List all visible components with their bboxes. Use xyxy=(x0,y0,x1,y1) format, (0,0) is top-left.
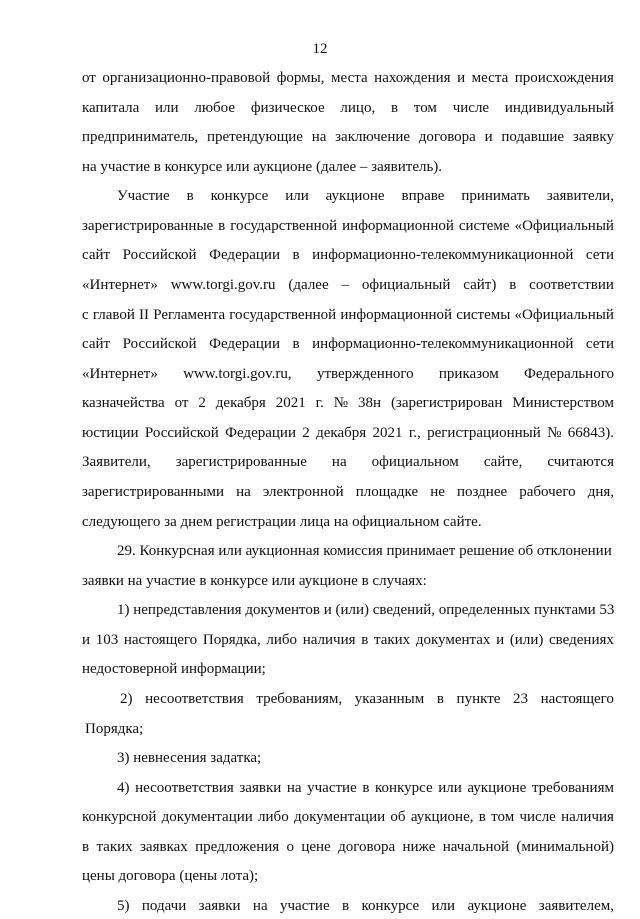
word: Федерации xyxy=(209,247,280,263)
text-line: 29. Конкурсная или аукционная комиссия принимает решение об отклонении xyxy=(117,543,612,559)
word: участие xyxy=(280,898,330,914)
word: (зарегистрирован xyxy=(390,395,503,411)
word: и xyxy=(82,632,91,648)
word: Российской xyxy=(144,425,219,441)
word: информационной xyxy=(340,307,453,323)
word: том xyxy=(413,100,437,116)
word: или xyxy=(285,188,309,204)
text-line: недостоверной информации; xyxy=(82,661,266,677)
word: числе xyxy=(519,809,556,825)
word: конкурсе xyxy=(375,780,433,796)
text-line xyxy=(82,838,614,856)
word: государственной xyxy=(230,218,338,234)
word: том xyxy=(491,809,515,825)
text-line xyxy=(82,808,614,826)
text-line: на участие в конкурсе или аукционе (далее – заявитель). xyxy=(82,159,443,175)
word: цене xyxy=(301,839,331,855)
word: настоящего xyxy=(540,691,614,707)
word: заключение xyxy=(335,129,411,145)
word: считаются xyxy=(547,454,614,470)
word: нахождения xyxy=(374,70,451,86)
word: договора xyxy=(418,129,476,145)
word: в xyxy=(361,632,369,648)
text-line xyxy=(82,394,614,412)
word: – xyxy=(341,277,349,293)
word: главой xyxy=(92,307,135,323)
word: указанным xyxy=(354,691,425,707)
text-line xyxy=(82,217,614,235)
word: о xyxy=(286,839,294,855)
word: www.torgi.gov.ru xyxy=(170,277,276,293)
word: информационно-телекоммуникационной xyxy=(312,247,574,263)
word: Российской xyxy=(122,336,197,352)
word: в xyxy=(478,809,486,825)
word: заявку xyxy=(572,129,614,145)
word: настоящего xyxy=(123,632,198,648)
word: конкурсе xyxy=(210,188,269,204)
word: 2021 xyxy=(275,395,306,411)
word: «Официальный xyxy=(514,218,614,234)
word: (минимальной) xyxy=(516,839,614,855)
text-line xyxy=(117,779,614,797)
word: и xyxy=(484,129,493,145)
text-line xyxy=(82,631,614,649)
word: сайт) xyxy=(463,277,497,293)
word: начальной xyxy=(442,839,510,855)
word: сети xyxy=(585,336,614,352)
word: лицо, xyxy=(340,100,376,116)
word: или xyxy=(438,780,462,796)
text-line: цены договора (цены лота); xyxy=(82,868,259,884)
word: декабря xyxy=(316,425,367,441)
word: электронной xyxy=(262,484,344,500)
word: договора xyxy=(338,839,396,855)
word: конкурсной xyxy=(82,809,157,825)
text-line xyxy=(82,99,614,117)
word: в xyxy=(509,277,517,293)
word: 2 xyxy=(302,425,310,441)
word: аукционе, xyxy=(410,809,474,825)
word: Российской xyxy=(122,247,197,263)
word: приказом xyxy=(438,366,499,382)
word: площадке xyxy=(355,484,419,500)
word: от xyxy=(174,395,189,411)
word: подачи xyxy=(141,898,187,914)
word: требованиям xyxy=(531,780,614,796)
word: индивидуальный xyxy=(504,100,614,116)
word: заявители, xyxy=(546,188,614,204)
text-line xyxy=(117,187,614,205)
text-line xyxy=(117,897,614,915)
word: сайт xyxy=(82,247,111,263)
text-line: следующего за днем регистрации лица на официальном сайте. xyxy=(82,514,482,530)
word: Регламента xyxy=(153,307,226,323)
word: зарегистрированными xyxy=(82,484,225,500)
word: в xyxy=(82,839,90,855)
word: места xyxy=(331,70,368,86)
word: места xyxy=(471,70,509,86)
word: заявки xyxy=(198,898,241,914)
word: сведениях xyxy=(549,632,614,648)
word: рабочего xyxy=(519,484,576,500)
word: позднее xyxy=(456,484,508,500)
word: или xyxy=(431,898,456,914)
word: документации xyxy=(161,809,253,825)
word: от xyxy=(82,70,96,86)
word: в xyxy=(292,336,300,352)
word: несоответствия xyxy=(135,780,234,796)
word: формы, xyxy=(276,70,325,86)
word: документации xyxy=(293,809,386,825)
word: «Интернет» xyxy=(82,366,158,382)
word: 4) xyxy=(117,780,130,796)
word: 38н xyxy=(358,395,382,411)
word: декабря xyxy=(215,395,266,411)
word: в xyxy=(186,188,194,204)
word: информационно-телекоммуникационной xyxy=(312,336,574,352)
word: казначейства xyxy=(82,395,165,411)
word: об xyxy=(390,809,406,825)
word: № xyxy=(547,425,562,441)
word: вправе xyxy=(401,188,445,204)
word: утвержденного xyxy=(316,366,414,382)
word: 66843). xyxy=(567,425,614,441)
word: 5) xyxy=(117,898,130,914)
word: любое xyxy=(194,100,236,116)
word: Федерации xyxy=(225,425,296,441)
text-line: 1) непредставления документов и (или) сведений, определенных пунктами 53 xyxy=(117,602,615,618)
word: зарегистрированные xyxy=(175,454,307,470)
word: аукционе xyxy=(325,188,385,204)
word: в xyxy=(218,218,226,234)
word: Федерации xyxy=(209,336,280,352)
text-line xyxy=(82,424,614,442)
word: несоответствия xyxy=(145,691,244,707)
word: с xyxy=(82,307,89,323)
word: физическое xyxy=(250,100,325,116)
word: конкурсе xyxy=(361,898,420,914)
word: аукционе xyxy=(467,898,527,914)
word: (далее xyxy=(288,277,329,293)
word: юстиции xyxy=(82,425,139,441)
page-number: 12 xyxy=(312,41,328,57)
text-line: Порядка; xyxy=(85,721,144,737)
word: г., xyxy=(408,425,421,441)
word: на xyxy=(252,898,268,914)
word: числе xyxy=(452,100,490,116)
word: в xyxy=(390,100,399,116)
word: Министерством xyxy=(512,395,614,411)
text-line xyxy=(82,453,614,471)
text-line xyxy=(82,69,614,87)
word: пункте xyxy=(456,691,501,707)
word: наличия xyxy=(561,809,614,825)
word: заявках xyxy=(140,839,188,855)
word: на xyxy=(331,454,347,470)
word: Федерального xyxy=(523,366,614,382)
text-line: 3) невнесения задатка; xyxy=(117,750,262,766)
word: заявителем, xyxy=(538,898,614,914)
word: таких xyxy=(373,632,411,648)
text-line xyxy=(82,128,614,146)
word: на xyxy=(236,484,251,500)
word: г. xyxy=(315,395,324,411)
word: «Официальный xyxy=(514,307,614,323)
word: «Интернет» xyxy=(82,277,158,293)
word: Участие xyxy=(117,188,170,204)
word: системе xyxy=(458,218,510,234)
word: или xyxy=(155,100,179,116)
word: организационно-правовой xyxy=(102,70,271,86)
word: принимать xyxy=(461,188,530,204)
word: 103 xyxy=(95,632,119,648)
word: либо xyxy=(266,632,298,648)
word: подавшие xyxy=(501,129,565,145)
word: 2021 xyxy=(372,425,403,441)
word: 2 xyxy=(198,395,206,411)
word: Порядка, xyxy=(202,632,261,648)
word: Заявители, xyxy=(82,454,151,470)
word: сети xyxy=(585,247,614,263)
word: государственной xyxy=(229,307,337,323)
word: документах xyxy=(415,632,491,648)
text-line xyxy=(82,483,614,501)
word: аукционе xyxy=(467,780,527,796)
word: дня, xyxy=(587,484,614,500)
word: в xyxy=(292,247,300,263)
word: информационной xyxy=(342,218,454,234)
word: предприниматель, xyxy=(82,129,199,145)
word: претендующие xyxy=(206,129,303,145)
word: www.torgi.gov.ru, xyxy=(183,366,292,382)
word: регистрационный xyxy=(427,425,541,441)
word: сайте, xyxy=(483,454,523,470)
text-line xyxy=(120,690,614,708)
text-line: заявки на участие в конкурсе или аукционе в случаях: xyxy=(82,573,427,589)
word: заявки xyxy=(239,780,282,796)
word: официальный xyxy=(361,277,451,293)
word: (или) xyxy=(509,632,544,648)
word: и xyxy=(496,632,505,648)
word: сайт xyxy=(82,336,111,352)
word: № xyxy=(333,395,349,411)
word: наличия xyxy=(302,632,356,648)
text-line xyxy=(82,335,614,353)
word: ниже xyxy=(402,839,436,855)
text-line xyxy=(82,246,614,264)
word: в xyxy=(436,691,444,707)
word: на xyxy=(286,780,302,796)
word: соответствии xyxy=(529,277,614,293)
word: в xyxy=(342,898,350,914)
word: капитала xyxy=(82,100,140,116)
word: либо xyxy=(258,809,289,825)
word: официальном xyxy=(371,454,459,470)
word: зарегистрированные xyxy=(82,218,214,234)
word: и xyxy=(457,70,466,86)
text-line xyxy=(82,365,614,383)
word: требованиям, xyxy=(256,691,343,707)
word: происхождения xyxy=(514,70,614,86)
word: не xyxy=(430,484,445,500)
word: 2) xyxy=(120,691,133,707)
word: на xyxy=(311,129,327,145)
text-line xyxy=(82,276,614,294)
word: предложения xyxy=(195,839,280,855)
text-line xyxy=(82,306,614,324)
word: II xyxy=(139,307,150,323)
word: в xyxy=(362,780,370,796)
word: участие xyxy=(307,780,357,796)
word: таких xyxy=(96,839,133,855)
word: системы xyxy=(456,307,511,323)
word: 23 xyxy=(513,691,529,707)
